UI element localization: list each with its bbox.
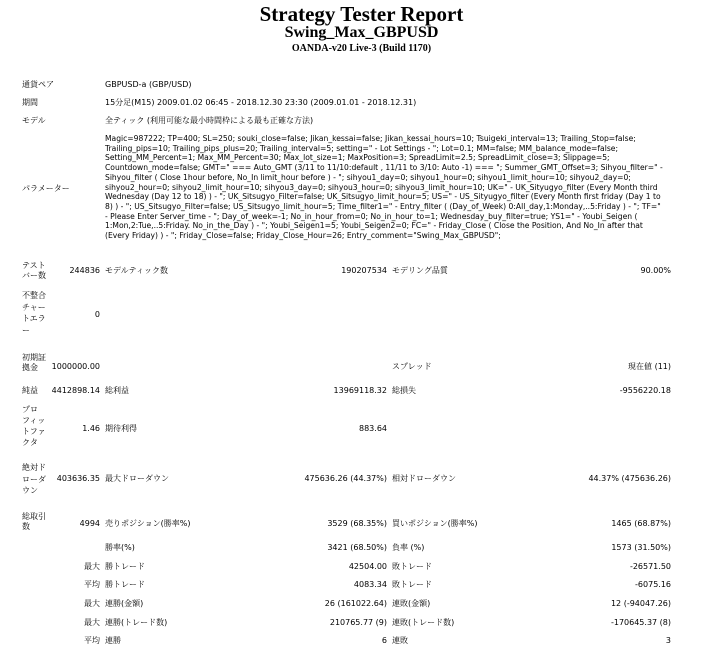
expected-payoff-label: 期待利得 bbox=[105, 424, 137, 433]
bars-label: テスト バー数 bbox=[22, 261, 46, 280]
cons-losses-label: 連敗(金額) bbox=[392, 599, 431, 608]
profit-factor-label: プロ フィッ トファ クタ bbox=[22, 405, 46, 447]
ticks-value: 190207534 bbox=[341, 266, 387, 275]
avg-prefix: 平均 bbox=[84, 636, 100, 645]
cons-wins-value: 26 (161022.64) bbox=[324, 599, 387, 608]
short-positions-value: 3529 (68.35%) bbox=[327, 519, 387, 528]
avg-loss-value: -6075.16 bbox=[635, 580, 671, 589]
profit-factor-value: 1.46 bbox=[82, 424, 100, 433]
long-positions-label: 買いポジション(勝率%) bbox=[392, 519, 478, 528]
gross-profit-label: 総利益 bbox=[105, 386, 129, 395]
max-prefix: 最大 bbox=[84, 562, 100, 571]
spread-label: スプレッド bbox=[392, 362, 432, 371]
cons-profit-label: 連勝(トレード数) bbox=[105, 618, 168, 627]
period-label: 期間 bbox=[22, 98, 38, 107]
max-drawdown-value: 475636.26 (44.37%) bbox=[304, 474, 387, 483]
model-label: モデル bbox=[22, 116, 46, 125]
cons-wins-label: 連勝(金額) bbox=[105, 599, 144, 608]
avg-cons-wins-label: 連勝 bbox=[105, 636, 121, 645]
max-prefix: 最大 bbox=[84, 618, 100, 627]
max-prefix: 最大 bbox=[84, 599, 100, 608]
loss-rate-label: 負率 (%) bbox=[392, 543, 425, 552]
rel-drawdown-value: 44.37% (475636.26) bbox=[588, 474, 671, 483]
gross-loss-value: -9556220.18 bbox=[619, 386, 671, 395]
mismatch-label: 不整合 チャー トエラ ー bbox=[22, 291, 46, 335]
expert-name: Swing_Max_GBPUSD bbox=[284, 24, 439, 41]
expected-payoff-value: 883.64 bbox=[359, 424, 387, 433]
total-trades-value: 4994 bbox=[79, 519, 100, 528]
largest-loss-label: 敗トレード bbox=[392, 562, 432, 571]
largest-win-value: 42504.00 bbox=[348, 562, 387, 571]
avg-loss-label: 敗トレード bbox=[392, 580, 432, 589]
largest-loss-value: -26571.50 bbox=[629, 562, 671, 571]
spread-value: 現在値 (11) bbox=[628, 362, 671, 371]
period-value: 15分足(M15) 2009.01.02 06:45 - 2018.12.30 23:30 (2009.01.01 - 2018.12.31) bbox=[105, 98, 417, 107]
avg-win-label: 勝トレード bbox=[105, 580, 145, 589]
quality-value: 90.00% bbox=[640, 266, 671, 275]
loss-rate-value: 1573 (31.50%) bbox=[611, 543, 671, 552]
model-value: 全ティック (利用可能な最小時間枠による最も正確な方法) bbox=[105, 116, 314, 125]
params-value: Magic=987222; TP=400; SL=250; souki_close=false; Jikan_kessai=false; Jikan_kessai_hours=10; Tsuigeki_interval=13; Trailing_Stop=false; Trailing_pips=10; Trailing_pips_plus=20; Trailing_interval=5; setting=" - Lot Settings - "; Lot=0.1; MM=false; MM_balance_mode=false; Setting_MM_Percent=1; Max_MM_Percent=30; Max_lot_size=1; MaxPosition=3; SpreadLimit=2.5; SpreadLimit_close=3; Slippage=5; Countdown_mode=false; GMT=" === Auto_GMT (3/11 to 11/10:default , 11/11 to 3/10: Auto -1) === "; Summer_GMT_Offset=3; Sihyou_filter=" - Sihyou_filter ( Close 1hour before, No_In limit_hour before ) - "; sihyou1_day=0; sihyou1_hour=0; sihyou1_limit_hour=10; sihyou2_day=0; sihyou2_hour=0; sihyou2_limit_hour=10; sihyou3_day=0; sihyou3_hour=0; sihyou3_limit_hour=10; UK=" - UK_Sityugyo_filter (Every Month third Wednesday (Day 12 to 18) ) - "; UK_Sitsugyo_Filter=false; UK_Sitsugyo_limit_hour=5; US=" - US_Sityugyo_filter (Every Month first friday (Day 1 to 8) ) - "; US_Sitsugyo_Filter=false; US_Sitsugyo_limit_hour=5; Time_filter1=" - Entry_filter ( (Day_of_Week) 0:All_day,1:Monday,..5:Friday ) - "; TF=" - Please Enter Server_time - "; Day_of_week=-1; No_in_hour_from=0; No_in_hour_to=1; Wednesday_buy_filter=true; YS1=" - Youbi_Seigen ( 1:Mon,2:Tue,..5:Friday. No_in_the_Day ) - "; Youbi_Seigen1=5; Youbi_Seigen2=0; FC=" - Friday_Close ( Close the Position, And No_In after that (Every Friday) ) - "; Friday_Close=false; Friday_Close_Hour=26; Entry_comment="Swing_Max_GBPUSD"; bbox=[105, 134, 663, 241]
server-name: OANDA-v20 Live-3 (Build 1170) bbox=[291, 43, 432, 54]
win-rate-value: 3421 (68.50%) bbox=[327, 543, 387, 552]
win-rate-label: 勝率(%) bbox=[105, 543, 135, 552]
avg-cons-losses-label: 連敗 bbox=[392, 636, 408, 645]
avg-cons-wins-value: 6 bbox=[381, 636, 387, 645]
cons-loss-value: -170645.37 (8) bbox=[610, 618, 671, 627]
avg-prefix: 平均 bbox=[84, 580, 100, 589]
pair-label: 通貨ペア bbox=[22, 80, 54, 89]
abs-drawdown-value: 403636.35 bbox=[56, 474, 100, 483]
params-label: パラメーター bbox=[22, 184, 70, 193]
avg-cons-losses-value: 3 bbox=[665, 636, 671, 645]
ticks-label: モデルティック数 bbox=[105, 266, 168, 275]
report-title: Strategy Tester Report bbox=[259, 2, 464, 26]
net-profit-label: 純益 bbox=[22, 386, 38, 395]
gross-loss-label: 総損失 bbox=[392, 386, 416, 395]
avg-win-value: 4083.34 bbox=[353, 580, 387, 589]
mismatch-value: 0 bbox=[94, 310, 100, 319]
net-profit-value: 4412898.14 bbox=[51, 386, 100, 395]
abs-drawdown-label: 絶対ド ローダ ウン bbox=[22, 463, 46, 495]
rel-drawdown-label: 相対ドローダウン bbox=[392, 474, 456, 483]
cons-losses-value: 12 (-94047.26) bbox=[610, 599, 671, 608]
deposit-label: 初期証 拠金 bbox=[22, 353, 46, 372]
short-positions-label: 売りポジション(勝率%) bbox=[105, 519, 191, 528]
gross-profit-value: 13969118.32 bbox=[333, 386, 387, 395]
total-trades-label: 総取引 数 bbox=[22, 512, 46, 531]
cons-loss-label: 連敗(トレード数) bbox=[392, 618, 455, 627]
cons-profit-value: 210765.77 (9) bbox=[329, 618, 387, 627]
pair-value: GBPUSD-a (GBP/USD) bbox=[105, 80, 192, 89]
bars-value: 244836 bbox=[69, 266, 100, 275]
long-positions-value: 1465 (68.87%) bbox=[611, 519, 671, 528]
largest-win-label: 勝トレード bbox=[105, 562, 145, 571]
max-drawdown-label: 最大ドローダウン bbox=[105, 474, 169, 483]
deposit-value: 1000000.00 bbox=[51, 362, 100, 371]
quality-label: モデリング品質 bbox=[392, 266, 448, 275]
